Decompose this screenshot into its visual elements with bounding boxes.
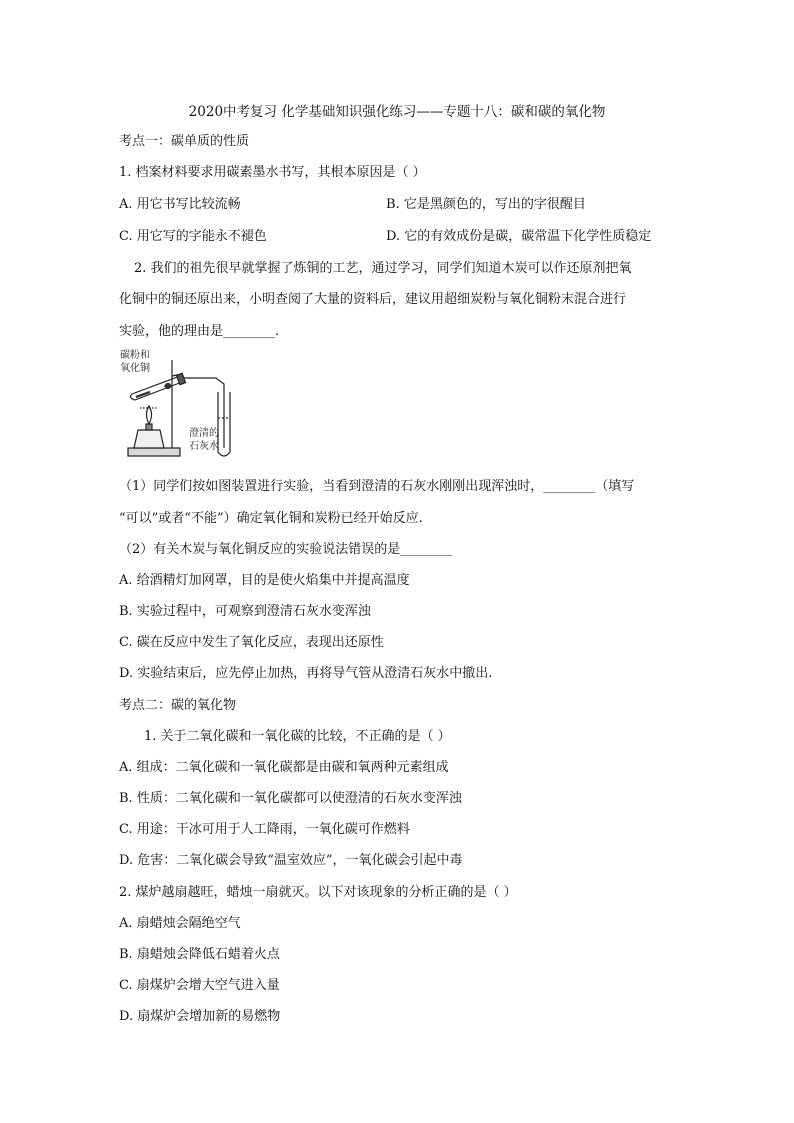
s1-q2-option-d: D. 实验结束后，应先停止加热，再将导气管从澄清石灰水中撤出. (119, 666, 493, 681)
s2-q1-option-b: B. 性质：二氧化碳和一氧化碳都可以使澄清的石灰水变浑浊 (119, 791, 462, 806)
s1-q1-option-c: C. 用它写的字能永不褪色 (119, 229, 267, 244)
s1-q2-option-b: B. 实验过程中，可观察到澄清石灰水变浑浊 (119, 604, 371, 619)
figure-label-lime-2: 石灰水 (189, 441, 219, 452)
s2-q2-option-a: A. 扇蜡烛会隔绝空气 (119, 916, 241, 931)
s2-q2-option-c: C. 扇煤炉会增大空气进入量 (119, 978, 280, 993)
document-title: 2020中考复习 化学基础知识强化练习——专题十八：碳和碳的氧化物 (188, 104, 606, 120)
flame (147, 406, 152, 424)
s1-q2-sub2-stem: （2）有关木炭与氧化铜反应的实验说法错误的是________ (119, 542, 453, 557)
s1-q2-line1: 2. 我们的祖先很早就掌握了炼铜的工艺，通过学习，同学们知道木炭可以作还原剂把氧 (134, 261, 632, 276)
s2-q1-option-c: C. 用途：干冰可用于人工降雨，一氧化碳可作燃料 (119, 822, 410, 837)
stand-base (128, 448, 180, 456)
s1-q1-option-d: D. 它的有效成份是碳，碳常温下化学性质稳定 (386, 229, 652, 244)
alcohol-lamp (134, 430, 164, 448)
s1-q2-sub1-line1: （1）同学们按如图装置进行实验，当看到澄清的石灰水刚刚出现浑浊时，________（填写 (119, 479, 635, 494)
apparatus-figure (120, 348, 250, 464)
s1-q2-option-a: A. 给酒精灯加网罩，目的是使火焰集中并提高温度 (119, 573, 410, 588)
s1-q2-option-c: C. 碳在反应中发生了氧化反应，表现出还原性 (119, 635, 384, 650)
s2-q2-option-d: D. 扇煤炉会增加新的易燃物 (119, 1009, 281, 1024)
s1-q2-sub1-line2: “可以”或者“不能”）确定氧化铜和炭粉已经开始反应. (119, 511, 423, 526)
apparatus-drawing (120, 348, 250, 464)
s1-q2-line3: 实验，他的理由是________. (119, 324, 280, 339)
s2-q1-option-d: D. 危害：二氧化碳会导致“温室效应”，一氧化碳会引起中毒 (119, 853, 463, 868)
s2-q1-stem: 1. 关于二氧化碳和一氧化碳的比较，不正确的是（ ） (144, 729, 451, 744)
s1-q1-option-b: B. 它是黑颜色的，写出的字很醒目 (386, 197, 586, 212)
section1-heading: 考点一：碳单质的性质 (119, 134, 250, 149)
figure-label-powder-1: 碳粉和 (120, 350, 150, 361)
s1-q1-option-a: A. 用它书写比较流畅 (119, 197, 241, 212)
s1-q2-line2: 化铜中的铜还原出来，小明查阅了大量的资料后，建议用超细炭粉与氧化铜粉末混合进行 (119, 292, 627, 307)
s2-q1-option-a: A. 组成：二氧化碳和一氧化碳都是由碳和氧两种元素组成 (119, 760, 449, 775)
figure-label-lime-1: 澄清的 (189, 428, 219, 439)
figure-label-powder-2: 氧化铜 (120, 363, 150, 374)
s1-q1-stem: 1. 档案材料要求用碳素墨水书写，其根本原因是（ ） (119, 165, 426, 180)
s2-q2-stem: 2. 煤炉越扇越旺，蜡烛一扇就灭。以下对该现象的分析正确的是（ ） (119, 885, 517, 900)
s2-q2-option-b: B. 扇蜡烛会降低石蜡着火点 (119, 947, 280, 962)
section2-heading: 考点二：碳的氧化物 (119, 698, 237, 713)
